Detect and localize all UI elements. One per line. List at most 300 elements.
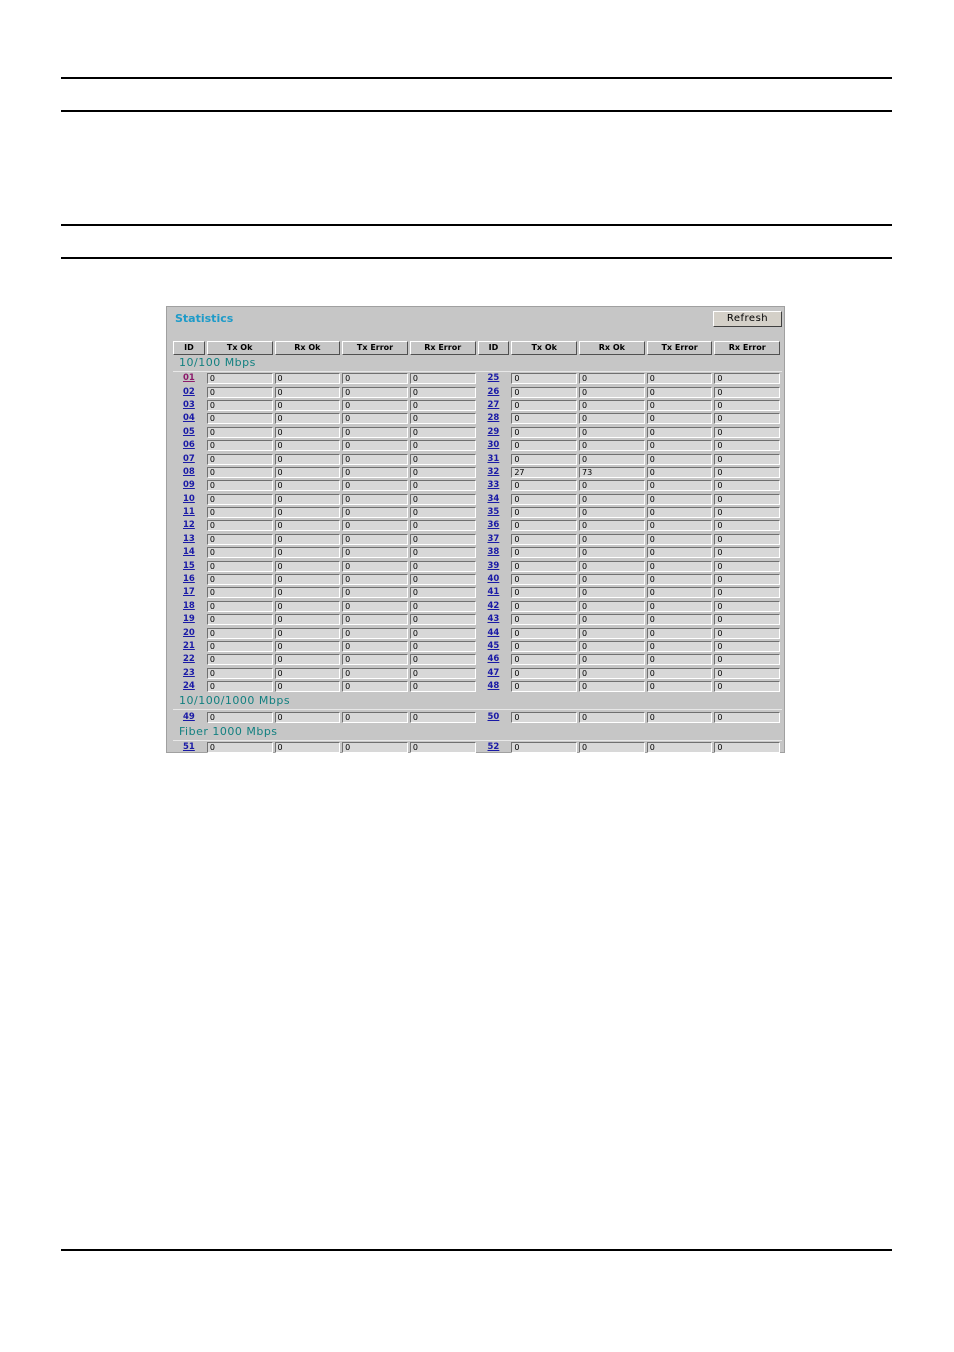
stat-value: 0 — [647, 681, 713, 692]
stat-value: 0 — [410, 507, 476, 518]
table-row — [173, 640, 782, 653]
port-link[interactable]: 27 — [487, 399, 500, 410]
table-row — [173, 412, 782, 425]
table-row — [173, 385, 782, 398]
stat-value: 0 — [275, 712, 341, 723]
port-link[interactable]: 52 — [487, 741, 500, 752]
stat-value: 0 — [410, 494, 476, 505]
port-link[interactable]: 35 — [487, 507, 500, 518]
stat-value: 0 — [579, 480, 645, 491]
stat-value: 27 — [511, 467, 577, 478]
stat-value: 0 — [511, 520, 577, 531]
stat-value: 0 — [342, 440, 408, 451]
stat-value: 0 — [714, 654, 780, 665]
stat-value: 0 — [647, 494, 713, 505]
stat-value: 0 — [511, 413, 577, 424]
port-link[interactable]: 04 — [182, 413, 195, 424]
stat-value: 0 — [714, 712, 780, 723]
stat-value: 0 — [511, 614, 577, 625]
port-link[interactable]: 17 — [182, 587, 195, 598]
stat-value: 0 — [275, 601, 341, 612]
stat-value: 0 — [511, 440, 577, 451]
port-link[interactable]: 32 — [487, 466, 500, 477]
stat-value: 0 — [207, 427, 273, 438]
stat-value: 0 — [410, 467, 476, 478]
stat-value: 0 — [410, 547, 476, 558]
stat-value: 0 — [511, 628, 577, 639]
stat-value: 0 — [342, 601, 408, 612]
table-row — [173, 600, 782, 613]
table-row — [173, 506, 782, 519]
port-link[interactable]: 33 — [487, 480, 500, 491]
stat-value: 0 — [275, 480, 341, 491]
stat-value: 0 — [714, 601, 780, 612]
port-link[interactable]: 31 — [487, 453, 500, 464]
stat-value: 0 — [714, 574, 780, 585]
stat-value: 0 — [342, 520, 408, 531]
stat-value: 0 — [714, 373, 780, 384]
stat-value: 0 — [275, 454, 341, 465]
stat-value: 0 — [410, 534, 476, 545]
table-header — [173, 341, 782, 355]
stat-value: 0 — [410, 454, 476, 465]
table-row — [173, 710, 782, 723]
stat-value: 0 — [207, 641, 273, 652]
stat-value: 0 — [207, 480, 273, 491]
stat-value: 0 — [511, 480, 577, 491]
stat-value: 0 — [342, 454, 408, 465]
stat-value: 0 — [579, 534, 645, 545]
stat-value: 0 — [342, 494, 408, 505]
port-link[interactable]: 47 — [487, 667, 500, 678]
port-link[interactable]: 51 — [182, 741, 195, 752]
stat-value: 0 — [342, 561, 408, 572]
port-link[interactable]: 34 — [487, 493, 500, 504]
stat-value: 0 — [275, 742, 341, 753]
stat-value: 0 — [275, 494, 341, 505]
table-body — [173, 355, 782, 754]
table-row — [173, 452, 782, 465]
stat-value: 0 — [579, 373, 645, 384]
port-link[interactable]: 06 — [182, 440, 195, 451]
stat-value: 0 — [207, 440, 273, 451]
stat-value: 0 — [342, 574, 408, 585]
stat-value: 0 — [342, 681, 408, 692]
stat-value: 0 — [511, 601, 577, 612]
stat-value: 0 — [579, 628, 645, 639]
stat-value: 0 — [410, 712, 476, 723]
table-row — [173, 426, 782, 439]
stat-value: 0 — [714, 454, 780, 465]
stat-value: 0 — [410, 654, 476, 665]
port-link[interactable]: 13 — [182, 533, 195, 544]
stat-value: 0 — [275, 520, 341, 531]
column-header: Tx Error — [647, 341, 713, 355]
stat-value: 0 — [714, 507, 780, 518]
port-link[interactable]: 20 — [182, 627, 195, 638]
port-link[interactable]: 50 — [487, 711, 500, 722]
table-row — [173, 493, 782, 506]
stat-value: 0 — [207, 574, 273, 585]
table-row — [173, 667, 782, 680]
stat-value: 0 — [647, 454, 713, 465]
stat-value: 0 — [647, 440, 713, 451]
stat-value: 0 — [647, 373, 713, 384]
stat-value: 0 — [207, 628, 273, 639]
stat-value: 0 — [579, 668, 645, 679]
stat-value: 0 — [342, 668, 408, 679]
table-row — [173, 573, 782, 586]
port-link[interactable]: 26 — [487, 386, 500, 397]
stat-value: 0 — [342, 387, 408, 398]
stat-value: 0 — [511, 654, 577, 665]
statistics-table — [173, 341, 782, 754]
stat-value: 0 — [647, 427, 713, 438]
section-label: 10/100/1000 Mbps — [173, 693, 782, 710]
stat-value: 0 — [410, 587, 476, 598]
table-row — [173, 586, 782, 599]
stat-value: 0 — [714, 547, 780, 558]
port-link[interactable]: 49 — [182, 711, 195, 722]
stat-value: 0 — [342, 628, 408, 639]
section-label: Fiber 1000 Mbps — [173, 724, 782, 741]
header-rule-top — [61, 77, 892, 79]
stat-value: 0 — [207, 494, 273, 505]
stat-value: 0 — [275, 654, 341, 665]
table-row — [173, 559, 782, 572]
stat-value: 0 — [207, 614, 273, 625]
stat-value: 0 — [579, 507, 645, 518]
table-row — [173, 613, 782, 626]
port-link[interactable]: 48 — [487, 681, 500, 692]
stat-value: 0 — [410, 601, 476, 612]
stat-value: 0 — [342, 614, 408, 625]
stat-value: 0 — [647, 534, 713, 545]
stat-value: 0 — [579, 587, 645, 598]
stat-value: 0 — [579, 712, 645, 723]
stat-value: 0 — [342, 467, 408, 478]
stat-value: 0 — [410, 480, 476, 491]
stat-value: 0 — [410, 387, 476, 398]
stat-value: 0 — [714, 587, 780, 598]
stat-value: 0 — [647, 561, 713, 572]
stat-value: 0 — [275, 614, 341, 625]
stat-value: 0 — [275, 467, 341, 478]
port-link[interactable]: 45 — [487, 641, 500, 651]
section-rule-top — [61, 224, 892, 226]
stat-value: 0 — [714, 467, 780, 478]
stat-value: 0 — [579, 614, 645, 625]
stat-value: 0 — [342, 373, 408, 384]
stat-value: 0 — [275, 547, 341, 558]
stat-value: 0 — [410, 668, 476, 679]
port-link[interactable]: 19 — [182, 614, 195, 625]
refresh-button[interactable]: Refresh — [713, 311, 782, 327]
stat-value: 0 — [207, 547, 273, 558]
port-link[interactable]: 44 — [487, 627, 500, 638]
column-header: Rx Ok — [275, 341, 341, 355]
stat-value: 0 — [410, 413, 476, 424]
stat-value: 0 — [410, 614, 476, 625]
stat-value: 0 — [714, 614, 780, 625]
stat-value: 0 — [511, 534, 577, 545]
port-link[interactable]: 08 — [182, 466, 195, 477]
port-link[interactable]: 24 — [182, 681, 195, 692]
stat-value: 0 — [275, 413, 341, 424]
port-link[interactable]: 09 — [182, 480, 195, 491]
stat-value: 0 — [342, 641, 408, 652]
port-link[interactable]: 14 — [182, 547, 195, 558]
stat-value: 0 — [410, 681, 476, 692]
stat-value: 0 — [342, 480, 408, 491]
port-link[interactable]: 39 — [487, 560, 500, 571]
stat-value: 0 — [647, 668, 713, 679]
port-link[interactable]: 05 — [182, 426, 195, 437]
port-link[interactable]: 25 — [487, 373, 500, 384]
stat-value: 0 — [342, 654, 408, 665]
panel-title: Statistics — [175, 312, 234, 325]
stat-value: 0 — [207, 400, 273, 411]
port-link[interactable]: 30 — [487, 440, 500, 451]
stat-value: 0 — [207, 413, 273, 424]
stat-value: 0 — [647, 467, 713, 478]
stat-value: 0 — [410, 427, 476, 438]
stat-value: 0 — [410, 641, 476, 652]
stat-value: 0 — [511, 681, 577, 692]
stat-value: 0 — [511, 712, 577, 723]
port-link[interactable]: 22 — [182, 654, 195, 665]
stat-value: 0 — [207, 454, 273, 465]
stat-value: 0 — [410, 561, 476, 572]
stat-value: 0 — [714, 534, 780, 545]
stat-value: 0 — [647, 641, 713, 652]
stat-value: 0 — [410, 400, 476, 411]
stat-value: 0 — [207, 534, 273, 545]
port-link[interactable]: 18 — [182, 600, 195, 611]
stat-value: 0 — [511, 668, 577, 679]
footer-rule — [61, 1249, 892, 1251]
stat-value: 0 — [579, 454, 645, 465]
stat-value: 0 — [511, 587, 577, 598]
stat-value: 0 — [579, 654, 645, 665]
stat-value: 0 — [511, 400, 577, 411]
stat-value: 0 — [579, 561, 645, 572]
port-link[interactable]: 10 — [182, 493, 195, 504]
stat-value: 0 — [714, 413, 780, 424]
stat-value: 0 — [207, 587, 273, 598]
stat-value: 0 — [647, 628, 713, 639]
stat-value: 0 — [647, 520, 713, 531]
stat-value: 0 — [714, 440, 780, 451]
stat-value: 0 — [207, 373, 273, 384]
column-header: Tx Ok — [511, 341, 577, 355]
stat-value: 0 — [714, 387, 780, 398]
stat-value: 0 — [410, 628, 476, 639]
stat-value: 0 — [714, 668, 780, 679]
stat-value: 0 — [714, 742, 780, 753]
stat-value: 0 — [579, 742, 645, 753]
column-header: Rx Error — [410, 341, 476, 355]
section-rule-bottom — [61, 257, 892, 259]
stat-value: 0 — [207, 742, 273, 753]
stat-value: 73 — [579, 467, 645, 478]
stat-value: 0 — [410, 742, 476, 753]
stat-value: 0 — [579, 520, 645, 531]
port-link[interactable]: 15 — [182, 560, 195, 571]
stat-value: 0 — [342, 413, 408, 424]
table-row — [173, 680, 782, 693]
stat-value: 0 — [647, 480, 713, 491]
stat-value: 0 — [647, 654, 713, 665]
section-label: 10/100 Mbps — [173, 355, 782, 372]
stat-value: 0 — [275, 534, 341, 545]
port-link[interactable]: 21 — [182, 641, 195, 651]
stat-value: 0 — [275, 427, 341, 438]
port-link[interactable]: 23 — [182, 667, 195, 678]
stat-value: 0 — [342, 400, 408, 411]
column-header: ID — [173, 341, 205, 355]
port-link[interactable]: 41 — [487, 587, 500, 598]
stat-value: 0 — [275, 587, 341, 598]
stat-value: 0 — [207, 681, 273, 692]
stat-value: 0 — [647, 574, 713, 585]
stat-value: 0 — [647, 547, 713, 558]
stat-value: 0 — [410, 574, 476, 585]
stat-value: 0 — [647, 387, 713, 398]
statistics-panel — [166, 306, 785, 753]
stat-value: 0 — [207, 507, 273, 518]
stat-value: 0 — [410, 440, 476, 451]
port-link[interactable]: 02 — [182, 386, 195, 397]
port-link[interactable]: 38 — [487, 547, 500, 558]
stat-value: 0 — [579, 641, 645, 652]
stat-value: 0 — [275, 440, 341, 451]
stat-value: 0 — [342, 427, 408, 438]
stat-value: 0 — [410, 520, 476, 531]
stat-value: 0 — [511, 454, 577, 465]
stat-value: 0 — [647, 614, 713, 625]
stat-value: 0 — [511, 547, 577, 558]
stat-value: 0 — [511, 373, 577, 384]
stat-value: 0 — [207, 467, 273, 478]
table-row — [173, 372, 782, 385]
port-link[interactable]: 37 — [487, 533, 500, 544]
port-link[interactable]: 01 — [182, 373, 195, 384]
stat-value: 0 — [207, 654, 273, 665]
table-row — [173, 479, 782, 492]
stat-value: 0 — [342, 507, 408, 518]
stat-value: 0 — [579, 427, 645, 438]
stat-value: 0 — [647, 413, 713, 424]
table-row — [173, 626, 782, 639]
port-link[interactable]: 42 — [487, 600, 500, 611]
stat-value: 0 — [342, 534, 408, 545]
stat-value: 0 — [207, 668, 273, 679]
stat-value: 0 — [714, 641, 780, 652]
port-link[interactable]: 16 — [182, 574, 195, 585]
table-row — [173, 399, 782, 412]
stat-value: 0 — [275, 507, 341, 518]
stat-value: 0 — [275, 561, 341, 572]
column-header: Rx Error — [714, 341, 780, 355]
column-header: Tx Error — [342, 341, 408, 355]
stat-value: 0 — [579, 413, 645, 424]
port-link[interactable]: 12 — [182, 520, 195, 531]
stat-value: 0 — [579, 440, 645, 451]
stat-value: 0 — [714, 494, 780, 505]
table-row — [173, 439, 782, 452]
stat-value: 0 — [275, 681, 341, 692]
stat-value: 0 — [579, 387, 645, 398]
stat-value: 0 — [714, 480, 780, 491]
port-link[interactable]: 40 — [487, 574, 500, 585]
stat-value: 0 — [275, 387, 341, 398]
stat-value: 0 — [714, 681, 780, 692]
stat-value: 0 — [511, 742, 577, 753]
column-header: Rx Ok — [579, 341, 645, 355]
stat-value: 0 — [207, 561, 273, 572]
table-row — [173, 546, 782, 559]
port-link[interactable]: 29 — [487, 426, 500, 437]
stat-value: 0 — [511, 574, 577, 585]
stat-value: 0 — [714, 628, 780, 639]
table-row — [173, 533, 782, 546]
port-link[interactable]: 11 — [182, 507, 195, 518]
stat-value: 0 — [275, 373, 341, 384]
stat-value: 0 — [579, 547, 645, 558]
port-link[interactable]: 43 — [487, 614, 500, 625]
stat-value: 0 — [714, 400, 780, 411]
stat-value: 0 — [511, 507, 577, 518]
stat-value: 0 — [275, 641, 341, 652]
table-row — [173, 519, 782, 532]
stat-value: 0 — [579, 574, 645, 585]
column-header: ID — [478, 341, 510, 355]
stat-value: 0 — [410, 373, 476, 384]
port-link[interactable]: 36 — [487, 520, 500, 531]
port-link[interactable]: 46 — [487, 654, 500, 665]
stat-value: 0 — [579, 681, 645, 692]
stat-value: 0 — [207, 712, 273, 723]
stat-value: 0 — [342, 742, 408, 753]
stat-value: 0 — [647, 601, 713, 612]
stat-value: 0 — [275, 400, 341, 411]
stat-value: 0 — [511, 641, 577, 652]
stat-value: 0 — [714, 427, 780, 438]
stat-value: 0 — [714, 520, 780, 531]
stat-value: 0 — [647, 400, 713, 411]
stat-value: 0 — [275, 628, 341, 639]
stat-value: 0 — [342, 547, 408, 558]
stat-value: 0 — [647, 742, 713, 753]
port-link[interactable]: 03 — [182, 399, 195, 410]
stat-value: 0 — [579, 400, 645, 411]
stat-value: 0 — [511, 561, 577, 572]
stat-value: 0 — [342, 587, 408, 598]
port-link[interactable]: 07 — [182, 453, 195, 464]
stat-value: 0 — [579, 494, 645, 505]
stat-value: 0 — [647, 712, 713, 723]
stat-value: 0 — [511, 387, 577, 398]
stat-value: 0 — [207, 601, 273, 612]
stat-value: 0 — [342, 712, 408, 723]
port-link[interactable]: 28 — [487, 413, 500, 424]
stat-value: 0 — [714, 561, 780, 572]
table-row — [173, 466, 782, 479]
stat-value: 0 — [647, 507, 713, 518]
stat-value: 0 — [275, 574, 341, 585]
stat-value: 0 — [207, 387, 273, 398]
